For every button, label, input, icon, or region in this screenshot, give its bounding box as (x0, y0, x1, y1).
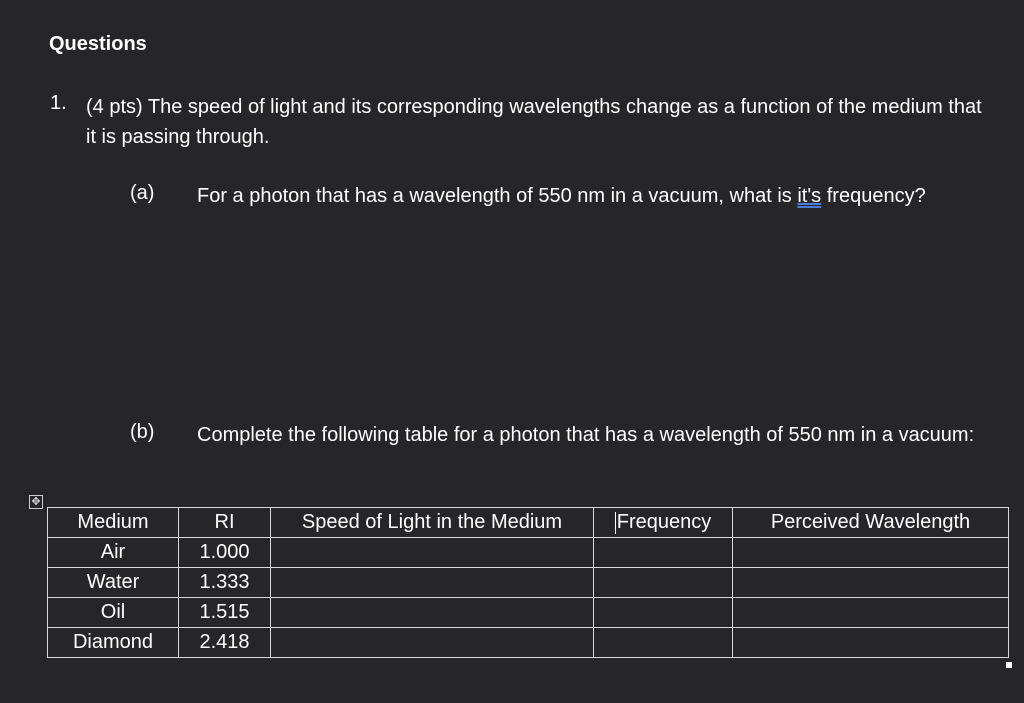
table-row (48, 598, 1009, 628)
spellcheck-flagged-word[interactable]: it's (797, 185, 822, 207)
question-number: 1. (50, 92, 67, 114)
cell-wavelength[interactable] (733, 568, 1009, 598)
table-row (48, 568, 1009, 598)
cell-frequency[interactable] (594, 598, 733, 628)
part-a-text-after: frequency? (821, 185, 926, 207)
part-b-label: (b) (130, 421, 155, 443)
section-heading: Questions (49, 33, 147, 55)
cell-speed[interactable] (271, 568, 594, 598)
table-header-row (48, 508, 1009, 538)
cell-frequency[interactable] (594, 568, 733, 598)
table-row (48, 628, 1009, 658)
cell-speed[interactable] (271, 598, 594, 628)
cell-frequency[interactable] (594, 628, 733, 658)
cell-medium[interactable]: Diamond (48, 628, 179, 658)
question-text: (4 pts) The speed of light and its corresponding wavelengths change as a function of the medium that it is passing through. (86, 96, 982, 148)
cell-frequency[interactable] (594, 538, 733, 568)
header-medium[interactable]: Medium (48, 508, 179, 538)
table-move-icon[interactable]: ✥ (29, 495, 43, 509)
cell-ri[interactable]: 1.000 (179, 538, 271, 568)
cell-wavelength[interactable] (733, 598, 1009, 628)
cell-medium[interactable]: Air (48, 538, 179, 568)
cell-ri[interactable]: 1.333 (179, 568, 271, 598)
cell-wavelength[interactable] (733, 628, 1009, 658)
cell-medium[interactable]: Oil (48, 598, 179, 628)
data-table (47, 507, 1009, 658)
cell-medium[interactable]: Water (48, 568, 179, 598)
cell-ri[interactable]: 2.418 (179, 628, 271, 658)
part-a-text-before: For a photon that has a wavelength of 550 nm in a vacuum, what is (197, 185, 798, 207)
table-resize-icon[interactable] (1006, 662, 1012, 668)
table-row (48, 538, 1009, 568)
part-a-text (197, 181, 997, 211)
cell-speed[interactable] (271, 538, 594, 568)
cell-ri[interactable]: 1.515 (179, 598, 271, 628)
part-a-label: (a) (130, 182, 155, 204)
text-cursor (615, 512, 616, 534)
part-b-text: Complete the following table for a photon that has a wavelength of 550 nm in a vacuum: (197, 424, 975, 446)
header-ri[interactable]: RI (179, 508, 271, 538)
header-frequency[interactable] (594, 508, 733, 538)
header-wavelength[interactable]: Perceived Wavelength (733, 508, 1009, 538)
header-speed[interactable]: Speed of Light in the Medium (271, 508, 594, 538)
header-frequency-label: Frequency (616, 511, 712, 533)
cell-speed[interactable] (271, 628, 594, 658)
cell-wavelength[interactable] (733, 538, 1009, 568)
